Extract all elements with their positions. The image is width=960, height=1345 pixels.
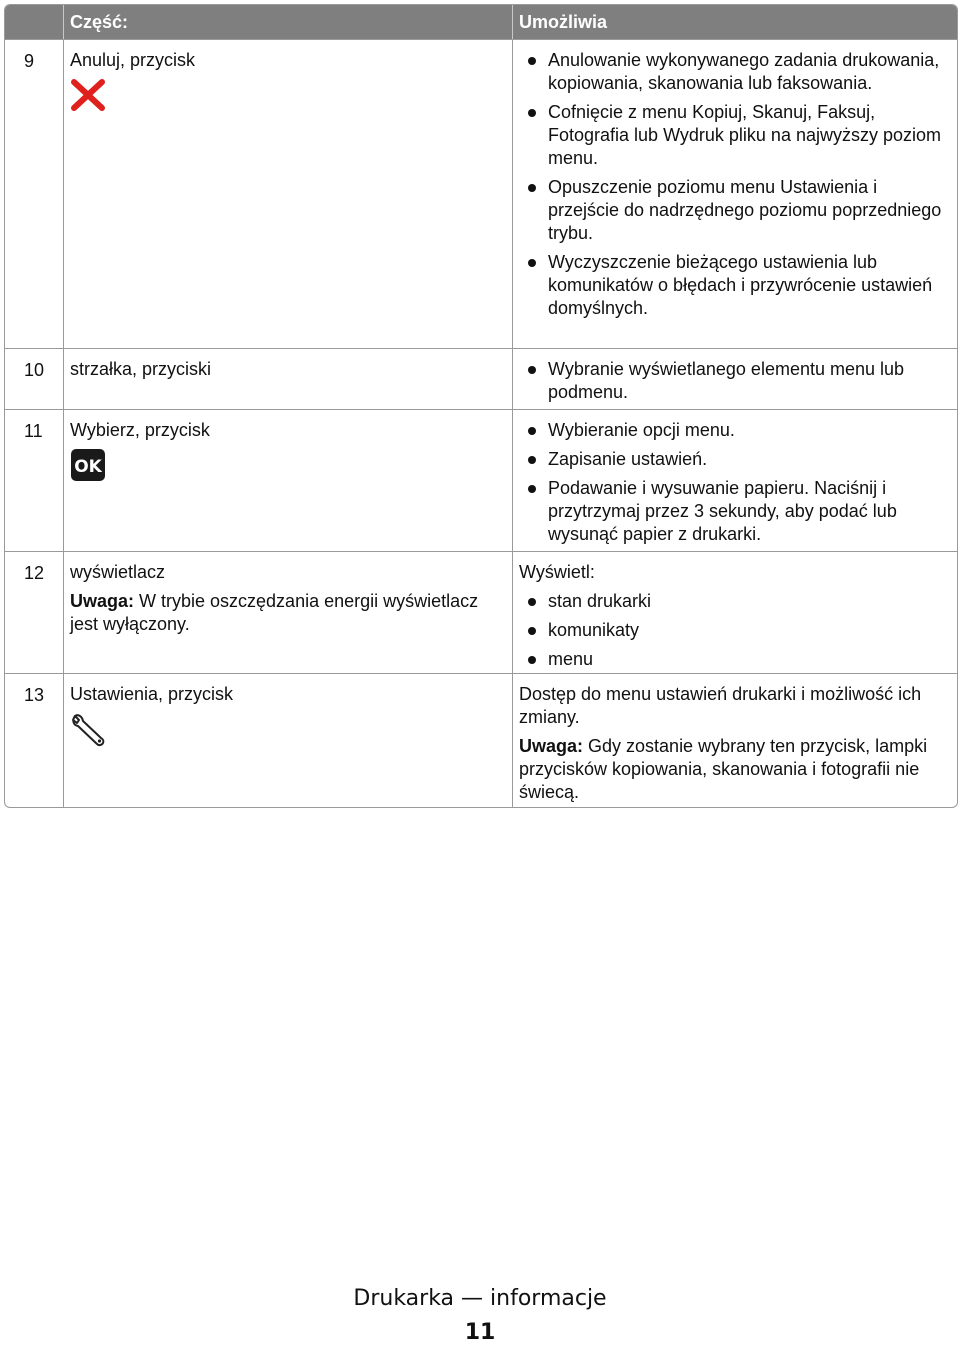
header-part: Część:	[64, 5, 513, 39]
row-function	[513, 410, 957, 551]
function-list	[519, 590, 953, 671]
svg-text:OK: OK	[74, 457, 102, 477]
list-item: stan drukarki	[519, 590, 953, 613]
wrench-icon	[70, 712, 108, 748]
part-name: Wybierz, przycisk	[70, 420, 210, 440]
list-item: komunikaty	[519, 619, 953, 642]
row-function	[513, 349, 957, 409]
list-item: Cofnięcie z menu Kopiuj, Skanuj, Faksuj, Fotografia lub Wydruk pliku na najwyższy poziom menu.	[519, 101, 953, 170]
function-list	[519, 358, 953, 404]
list-item: Wybranie wyświetlanego elementu menu lub podmenu.	[519, 358, 953, 404]
table-row	[5, 673, 957, 807]
table-row	[5, 551, 957, 673]
note-text: W trybie oszczędzania energii wyświetlacz jest wyłączony.	[70, 591, 479, 634]
table-header-row	[5, 5, 957, 39]
row-number: 9	[5, 40, 64, 348]
part-name: strzałka, przyciski	[70, 359, 212, 379]
list-item: menu	[519, 648, 953, 671]
part-name: Anuluj, przycisk	[70, 50, 196, 70]
note-text: Gdy zostanie wybrany ten przycisk, lampki przycisków kopiowania, skanowania i fotografii nie świecą.	[519, 736, 928, 802]
page-number: 11	[464, 1320, 496, 1345]
list-item: Wyczyszczenie bieżącego ustawienia lub komunikatów o błędach i przywrócenie ustawień domyślnych.	[519, 251, 953, 320]
function-list	[519, 49, 953, 320]
part-name: Ustawienia, przycisk	[70, 684, 234, 704]
header-function: Umożliwia	[519, 12, 608, 32]
part-name: wyświetlacz	[70, 562, 166, 582]
cancel-x-icon	[70, 78, 106, 112]
note-label: Uwaga:	[70, 591, 135, 611]
parts-table	[4, 4, 958, 808]
row-part	[64, 40, 513, 348]
footer-title: Drukarka — informacje	[353, 1286, 607, 1311]
part-note	[70, 590, 506, 636]
function-list	[519, 419, 953, 546]
list-item: Podawanie i wysuwanie papieru. Naciśnij i przytrzymaj przez 3 sekundy, aby podać lub wysunąć papier z drukarki.	[519, 477, 953, 546]
row-part	[64, 410, 513, 551]
row-part	[64, 674, 513, 807]
function-text: Dostęp do menu ustawień drukarki i możliwość ich zmiany.	[519, 684, 922, 727]
function-intro: Wyświetl:	[519, 562, 595, 582]
list-item: Wybieranie opcji menu.	[519, 419, 953, 442]
row-part	[64, 552, 513, 673]
table-row	[5, 348, 957, 409]
row-number: 11	[5, 410, 64, 551]
function-note	[519, 735, 953, 804]
row-function	[513, 40, 957, 348]
row-number: 13	[5, 674, 64, 807]
row-number: 10	[5, 349, 64, 409]
ok-button-icon	[70, 448, 106, 482]
row-function	[513, 552, 957, 673]
list-item: Opuszczenie poziomu menu Ustawienia i przejście do nadrzędnego poziomu poprzedniego trybu.	[519, 176, 953, 245]
list-item: Anulowanie wykonywanego zadania drukowania, kopiowania, skanowania lub faksowania.	[519, 49, 953, 95]
note-label: Uwaga:	[519, 736, 584, 756]
table-row	[5, 39, 957, 348]
list-item: Zapisanie ustawień.	[519, 448, 953, 471]
row-number: 12	[5, 552, 64, 673]
table-row	[5, 409, 957, 551]
row-part	[64, 349, 513, 409]
row-function	[513, 674, 957, 807]
header-number	[5, 5, 64, 39]
